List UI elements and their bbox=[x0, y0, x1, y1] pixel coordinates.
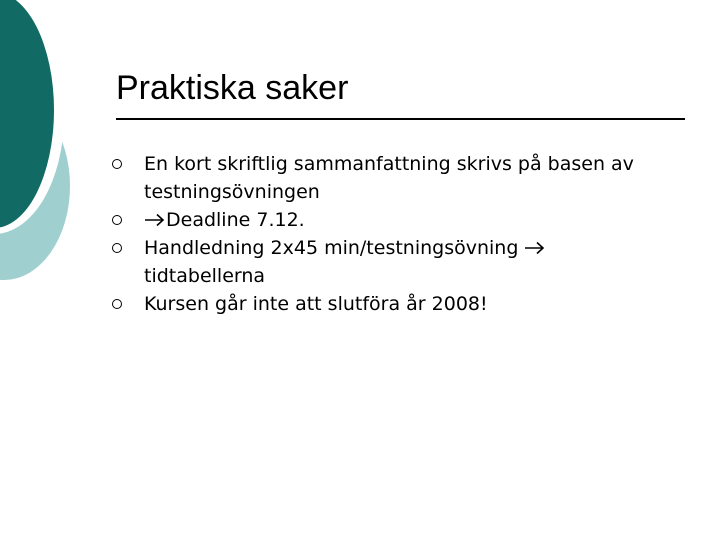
right-arrow-icon bbox=[144, 213, 165, 227]
bullet-list bbox=[112, 150, 672, 318]
decorative-teal-shapes bbox=[0, 0, 120, 300]
bullet-text: Kursen går inte att slutföra år 2008! bbox=[144, 293, 488, 315]
bullet-item bbox=[112, 234, 672, 290]
hollow-circle-icon bbox=[112, 159, 122, 169]
bullet-text: Handledning 2x45 min/testningsövning bbox=[144, 237, 525, 259]
slide-title: Praktiska saker bbox=[116, 69, 349, 107]
bullet-text: En kort skriftlig sammanfattning skrivs på basen av testningsövningen bbox=[144, 153, 634, 203]
hollow-circle-icon bbox=[112, 243, 122, 253]
right-arrow-icon bbox=[524, 241, 545, 255]
bullet-item bbox=[112, 290, 672, 318]
bullet-item bbox=[112, 206, 672, 234]
bullet-item bbox=[112, 150, 672, 206]
hollow-circle-icon bbox=[112, 215, 122, 225]
title-underline bbox=[116, 118, 685, 120]
bullet-continuation-text: tidtabellerna bbox=[144, 265, 266, 287]
hollow-circle-icon bbox=[112, 299, 122, 309]
bullet-text: Deadline 7.12. bbox=[166, 209, 305, 231]
